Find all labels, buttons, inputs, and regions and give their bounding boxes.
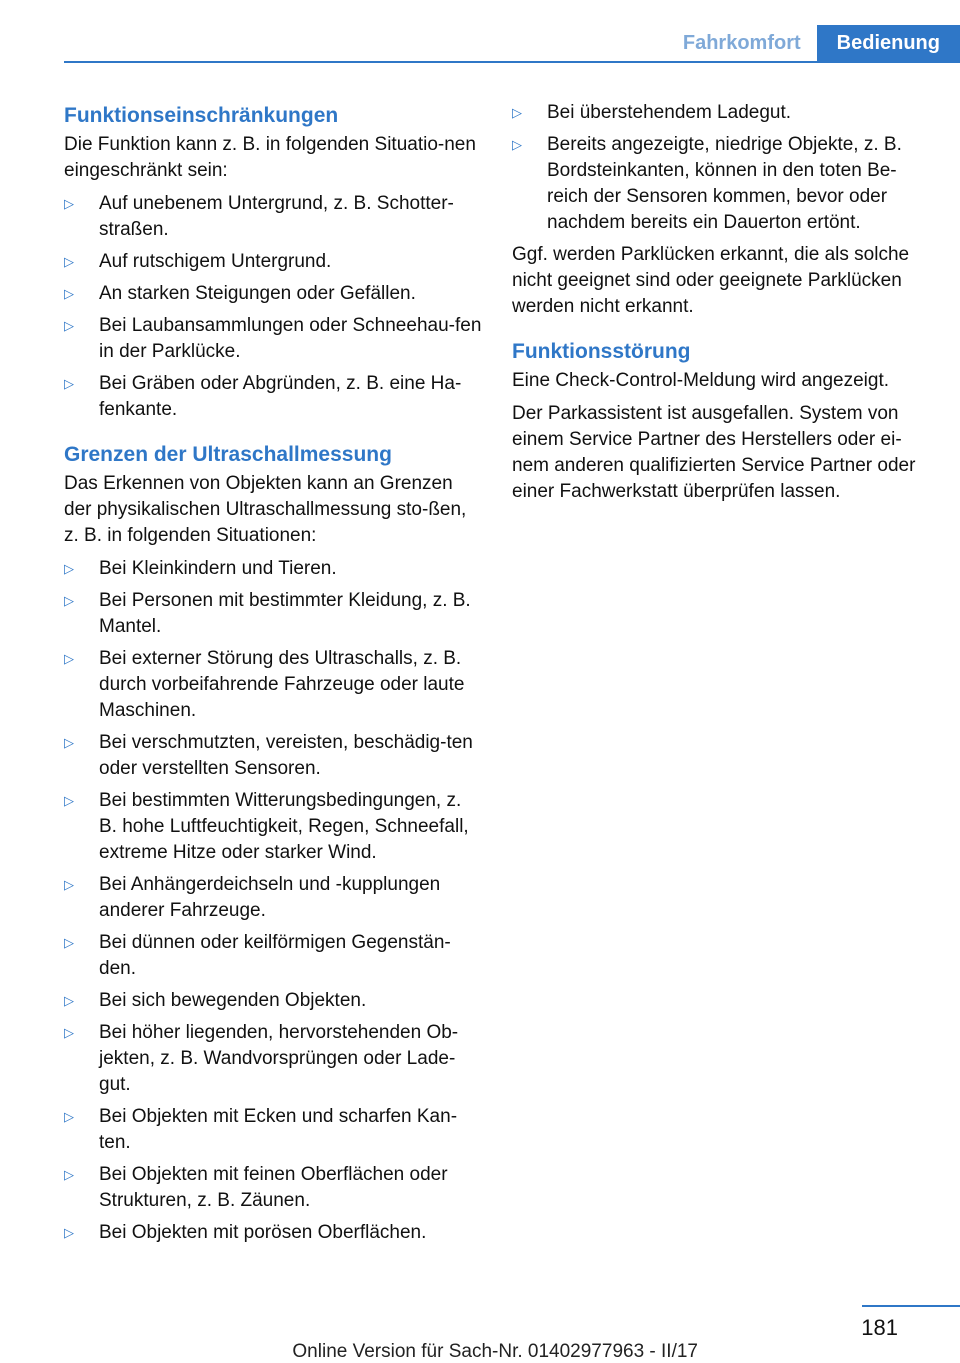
list-item bbox=[64, 191, 482, 243]
list-item-text: Auf rutschigem Untergrund. bbox=[99, 251, 332, 272]
paragraph-parkluecken: Ggf. werden Parklücken erkannt, die als solche nicht geeignet sind oder geeignete Parklücken werden nicht erkannt. bbox=[512, 244, 910, 317]
tab-bedienung: Bedienung bbox=[817, 25, 960, 61]
list-item bbox=[512, 100, 930, 126]
list-item-text: Bei verschmutzten, vereisten, beschädig-ten oder verstellten Sensoren. bbox=[99, 732, 473, 779]
section-heading-funktionsstoerung: Funktionsstörung bbox=[512, 340, 691, 363]
right-column bbox=[512, 100, 930, 512]
list-item bbox=[64, 556, 482, 582]
list-item-text: Bereits angezeigte, niedrige Objekte, z. B. Bordsteinkanten, können in den toten Be-reich der Sensoren kommen, bevor oder nachdem bereits ein Dauerton ertönt. bbox=[547, 134, 902, 233]
section-heading-funktionseinschraenkungen: Funktionseinschränkungen bbox=[64, 104, 339, 127]
list-item bbox=[64, 1220, 482, 1246]
triangle-bullet-icon: ▷ bbox=[64, 651, 74, 666]
triangle-bullet-icon: ▷ bbox=[64, 196, 74, 211]
list-item-text: Bei externer Störung des Ultraschalls, z. B. durch vorbeifahrende Fahrzeuge oder laute Maschinen. bbox=[99, 648, 465, 721]
triangle-bullet-icon: ▷ bbox=[64, 376, 74, 391]
triangle-bullet-icon: ▷ bbox=[64, 993, 74, 1008]
triangle-bullet-icon: ▷ bbox=[64, 1025, 74, 1040]
list-item-text: Bei höher liegenden, hervorstehenden Ob-jekten, z. B. Wandvorsprüngen oder Lade-gut. bbox=[99, 1022, 459, 1095]
triangle-bullet-icon: ▷ bbox=[512, 105, 522, 120]
list-item-text: Bei überstehendem Ladegut. bbox=[547, 102, 792, 123]
triangle-bullet-icon: ▷ bbox=[64, 318, 74, 333]
list-item-text: Auf unebenem Untergrund, z. B. Schotter-straßen. bbox=[99, 193, 454, 240]
list-item bbox=[64, 646, 482, 724]
section-intro: Das Erkennen von Objekten kann an Grenzen der physikalischen Ultraschallmessung sto-ßen, z. B. in folgenden Situationen: bbox=[64, 473, 467, 546]
header-rule bbox=[64, 61, 960, 63]
section-heading-ultraschallmessung: Grenzen der Ultraschallmessung bbox=[64, 443, 392, 466]
list-item bbox=[64, 730, 482, 782]
list-item-text: Bei bestimmten Witterungsbedingungen, z. B. hohe Luftfeuchtigkeit, Regen, Schneefall, extreme Hitze oder starker Wind. bbox=[99, 790, 469, 863]
list-item-text: An starken Steigungen oder Gefällen. bbox=[99, 283, 416, 304]
left-column bbox=[64, 100, 482, 1252]
paragraph-parkassistent: Der Parkassistent ist ausgefallen. System von einem Service Partner des Herstellers oder ei-nem anderen qualifizierten Service Partner oder einer Fachwerkstatt überprüfen lassen. bbox=[512, 403, 916, 502]
list-item-text: Bei Objekten mit feinen Oberflächen oder Strukturen, z. B. Zäunen. bbox=[99, 1164, 448, 1211]
triangle-bullet-icon: ▷ bbox=[64, 561, 74, 576]
bullet-list bbox=[64, 556, 482, 1246]
triangle-bullet-icon: ▷ bbox=[64, 935, 74, 950]
list-item-text: Bei Laubansammlungen oder Schneehau-fen in der Parklücke. bbox=[99, 315, 482, 362]
list-item bbox=[64, 313, 482, 365]
list-item bbox=[64, 930, 482, 982]
list-item-text: Bei Gräben oder Abgründen, z. B. eine Ha-fenkante. bbox=[99, 373, 462, 420]
bullet-list bbox=[512, 100, 930, 236]
header-tabs bbox=[667, 25, 960, 61]
triangle-bullet-icon: ▷ bbox=[64, 735, 74, 750]
list-item bbox=[64, 988, 482, 1014]
list-item bbox=[64, 371, 482, 423]
triangle-bullet-icon: ▷ bbox=[64, 286, 74, 301]
list-item-text: Bei dünnen oder keilförmigen Gegenstän-den. bbox=[99, 932, 451, 979]
paragraph-check-control: Eine Check-Control-Meldung wird angezeigt. bbox=[512, 370, 890, 391]
triangle-bullet-icon: ▷ bbox=[64, 1225, 74, 1240]
triangle-bullet-icon: ▷ bbox=[64, 1109, 74, 1124]
list-item-text: Bei Objekten mit porösen Oberflächen. bbox=[99, 1222, 427, 1243]
footer-note: Online Version für Sach-Nr. 01402977963 - II/17 bbox=[292, 1341, 698, 1362]
list-item bbox=[64, 1104, 482, 1156]
list-item-text: Bei sich bewegenden Objekten. bbox=[99, 990, 367, 1011]
list-item bbox=[64, 872, 482, 924]
triangle-bullet-icon: ▷ bbox=[64, 877, 74, 892]
triangle-bullet-icon: ▷ bbox=[64, 254, 74, 269]
list-item-text: Bei Anhängerdeichseln und -kupplungen anderer Fahrzeuge. bbox=[99, 874, 441, 921]
list-item bbox=[64, 281, 482, 307]
list-item-text: Bei Kleinkindern und Tieren. bbox=[99, 558, 337, 579]
list-item bbox=[64, 1162, 482, 1214]
list-item bbox=[64, 788, 482, 866]
bullet-list bbox=[64, 191, 482, 423]
section-intro: Die Funktion kann z. B. in folgenden Situatio-nen eingeschränkt sein: bbox=[64, 134, 476, 181]
tab-fahrkomfort: Fahrkomfort bbox=[682, 32, 801, 54]
triangle-bullet-icon: ▷ bbox=[64, 1167, 74, 1182]
triangle-bullet-icon: ▷ bbox=[512, 137, 522, 152]
footer-rule bbox=[862, 1305, 960, 1307]
triangle-bullet-icon: ▷ bbox=[64, 593, 74, 608]
list-item bbox=[64, 1020, 482, 1098]
list-item bbox=[512, 132, 930, 236]
page-number: 181 bbox=[861, 1315, 898, 1340]
list-item-text: Bei Personen mit bestimmter Kleidung, z. B. Mantel. bbox=[99, 590, 471, 637]
list-item-text: Bei Objekten mit Ecken und scharfen Kan-ten. bbox=[99, 1106, 458, 1153]
list-item bbox=[64, 249, 482, 275]
list-item bbox=[64, 588, 482, 640]
triangle-bullet-icon: ▷ bbox=[64, 793, 74, 808]
